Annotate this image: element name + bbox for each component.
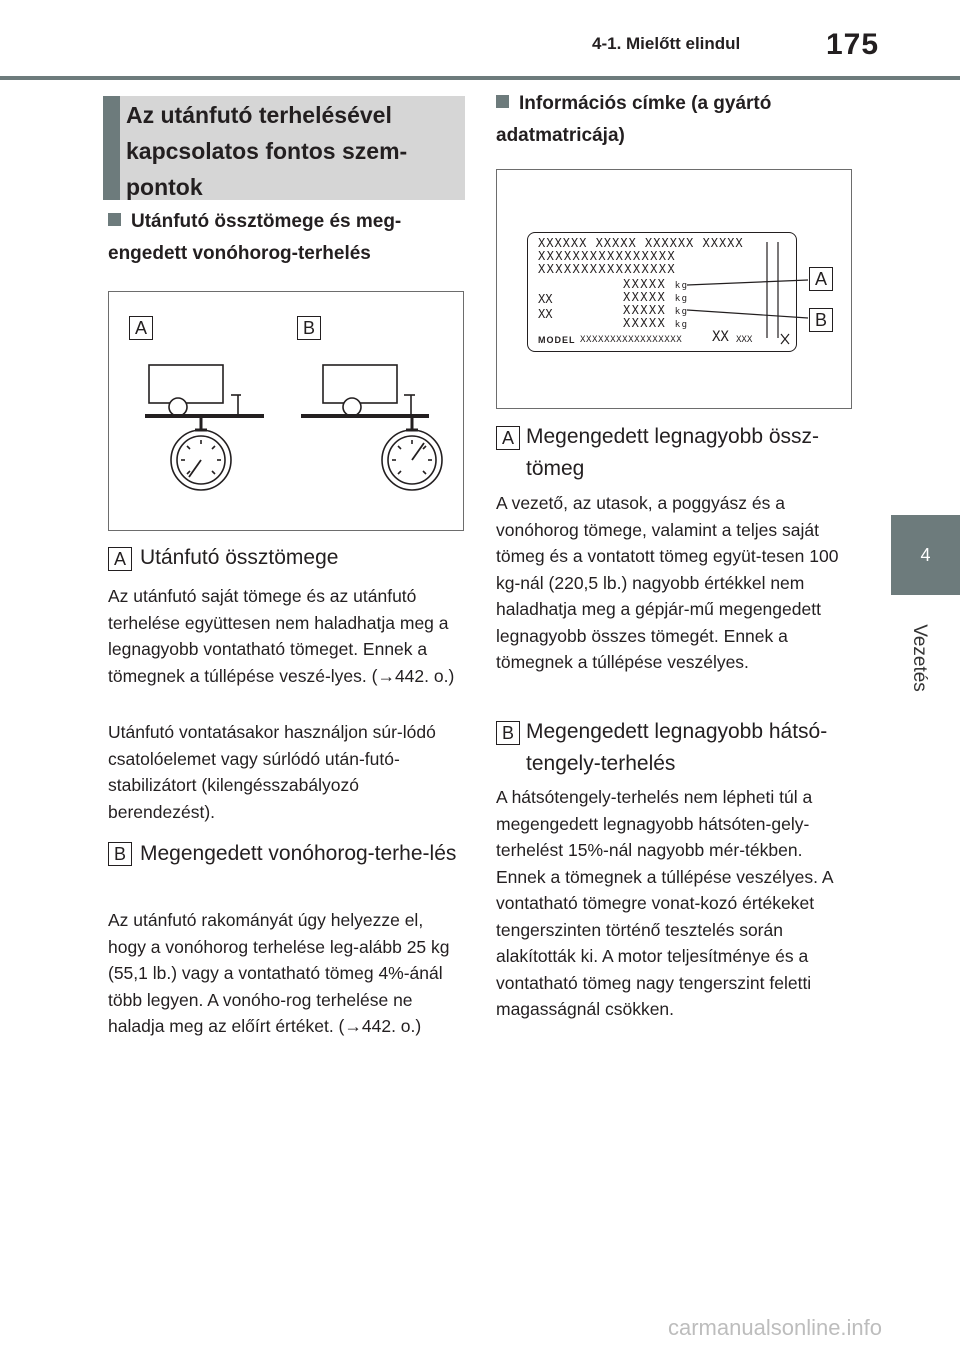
section-header: 4-1. Mielőtt elindul [592,34,741,53]
item-a-title: Utánfutó össztömege [140,546,339,569]
right-subheading [496,88,826,152]
right-item-a-paragraph-1: A vezető, az utasok, a poggyász és a vonóhorog tömege, valamint a teljes saját tömeg és a vontatott tömeg együt-tesen 100 kg-nál (220,5 lb.) nagyobb értékkel nem haladhatja meg a gépjár-mű megengedett legnagyobb összes tömegét. Ennek a tömegnek a túllépése veszélyes. [496,493,839,672]
square-bullet-icon [108,213,121,226]
page-number: 175 [826,28,880,61]
plate-row-1: XXXXXX XXXXX XXXXXX XXXXX [538,236,744,250]
plate-model-label: MODEL [538,335,576,345]
plate-kg-row-1: XXXXX kg [623,277,689,291]
item-b-title: Megengedett vonóhorog-terhe-lés [140,842,457,865]
plate-model-suffix-1: XX [712,329,729,345]
left-subheading-text: Utánfutó össztömege és meg-engedett vonóhorog-terhelés [108,211,402,264]
section-title-bar [103,96,120,200]
square-bullet-icon [496,95,509,108]
watermark: carmanualsonline.info [668,1315,883,1340]
label-plate-diagram [496,169,852,409]
plate-kg-row-3: XXXXX kg [623,303,689,317]
plate-callout-b: B [809,308,833,332]
plate-callout-a: A [809,267,833,291]
figure-label-a: A [129,316,153,340]
plate-row-2: XXXXXXXXXXXXXXXX [538,249,676,263]
item-b-paragraph-1: Az utánfutó rakományát úgy helyezze el, hogy a vonóhorog terhelése leg-alább 25 kg (55,1 lb.) vagy a vontatható tömeg 4%-ánál több legyen. A vonóho-rog terhelése ne haladja meg az előírt értéket. (→442. o.) [108,910,450,1036]
item-a-paragraph-2: Utánfutó vontatásakor használjon súr-lódó csatolóelemet vagy súrlódó után-futó-stabilizátort (kilengésszabályozó berendezést). [108,722,436,822]
chapter-tab: 4 [891,515,960,595]
section-title: Az utánfutó terhelésével kapcsolatos fontos szem-pontok [126,102,408,200]
right-subheading-text: Információs címke (a gyártó adatmatricája) [496,93,772,146]
right-item-b-title: Megengedett legnagyobb hátsó-tengely-terhelés [526,720,828,775]
right-item-b-badge: B [496,721,520,745]
header-rule [0,76,960,80]
left-subheading [108,206,448,270]
chapter-tab-label-box [904,603,934,713]
plate-model-suffix-2: XXX [736,335,753,345]
plate-callout-lines [497,170,851,408]
plate-row-3: XXXXXXXXXXXXXXXX [538,262,676,276]
plate-model-value: XXXXXXXXXXXXXXXXX [580,335,683,345]
figure-label-b: B [297,316,321,340]
plate-kg-row-2: XXXXX kg [623,290,689,304]
chapter-tab-label: Vezetés [909,624,930,692]
plate-short-1: XX [538,292,553,306]
right-item-b-paragraph-1: A hátsótengely-terhelés nem lépheti túl a megengedett legnagyobb hátsóten-gely-terhelést 15%-nál nagyobb mér-tékben. Ennek a tömegnek a túllépése veszélyes. A vontatható tömegre vonat-kozó értékeket tengerszinten történő tesztelés során alakították ki. A motor teljesítménye és a vontatható tömeg nagy tengerszint feletti magasságnál csökken. [496,787,833,1019]
item-b-badge: B [108,842,132,866]
trailer-scale-icon [109,292,463,530]
right-item-a-badge: A [496,426,520,450]
item-a-badge: A [108,547,132,571]
plate-short-2: XX [538,307,553,321]
item-a-paragraph-1: Az utánfutó saját tömege és az utánfutó terhelése együttesen nem haladhatja meg a legnagyobb vontatható tömeget. Ennek a tömegnek a túllépése veszé-lyes. (→442. o.) [108,586,455,686]
plate-kg-row-4: XXXXX kg [623,316,689,330]
trailer-diagram [108,291,464,531]
right-item-a-title: Megengedett legnagyobb össz-tömeg [526,425,820,480]
